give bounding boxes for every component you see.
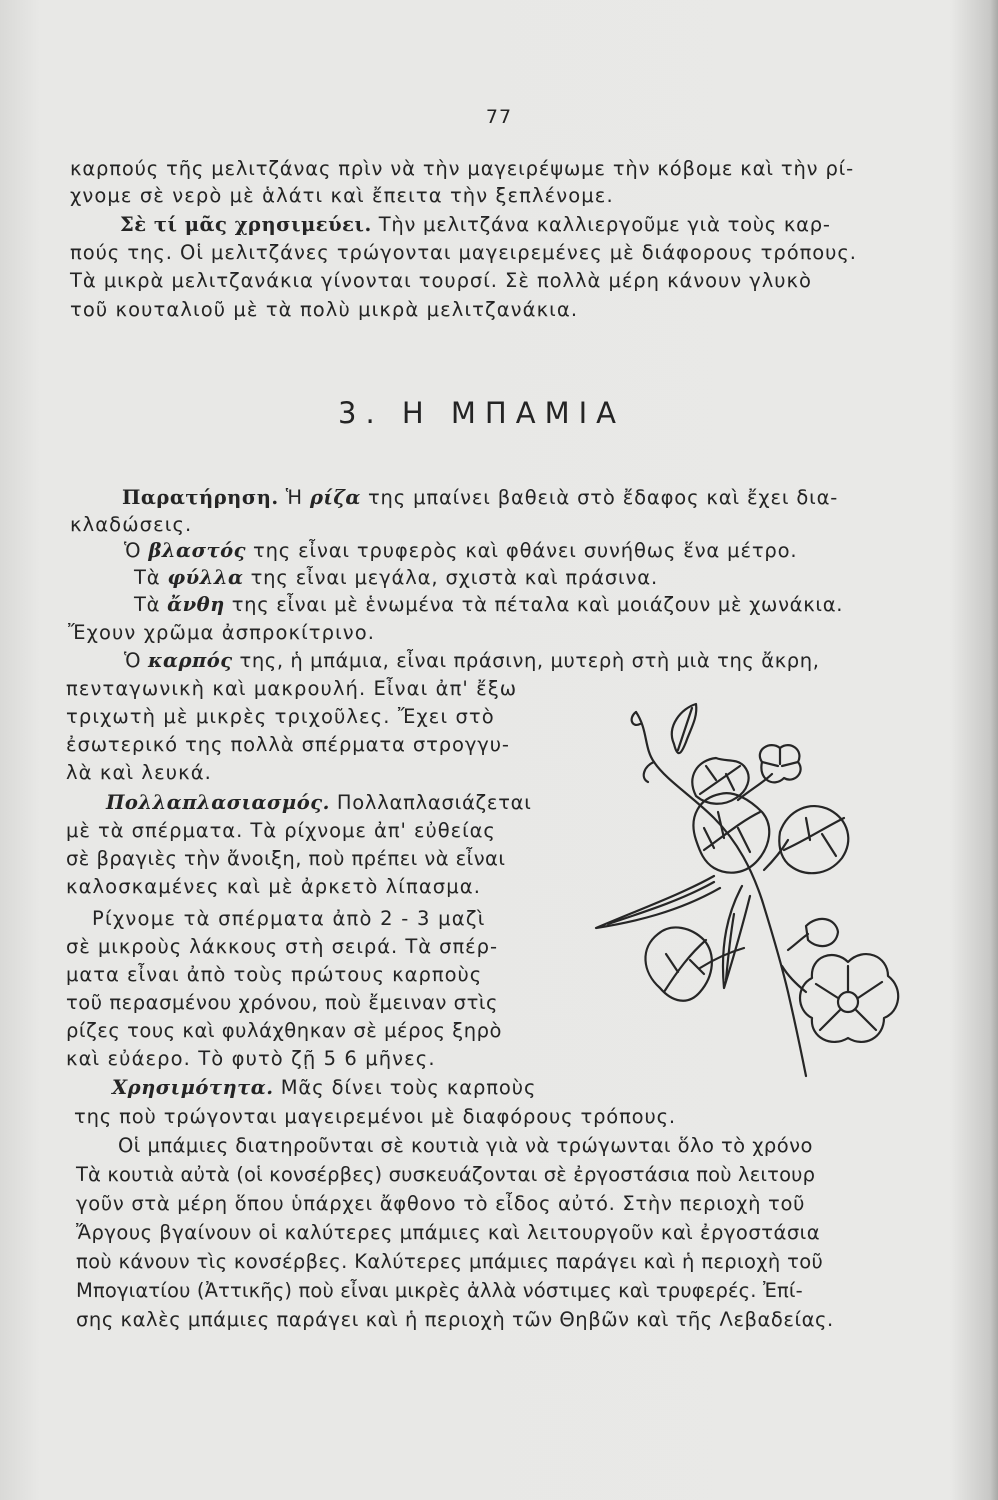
text-line: Ἔχουν χρῶμα ἀσπροκίτρινο.: [68, 621, 376, 644]
text-line: τοῦ περασμένου χρόνου, ποὺ ἔμειναν στὶς: [66, 991, 499, 1014]
text-line: Οἱ μπάμιες διατηροῦνται σὲ κουτιὰ γιὰ νὰ τρώγωνται ὅλο τὸ χρόνο: [118, 1134, 813, 1157]
okra-plant-illustration: [574, 700, 904, 1080]
text-line: σης καλὲς μπάμιες παράγει καὶ ἡ περιοχὴ τῶν Θηβῶν καὶ τῆς Λεβαδείας.: [76, 1308, 834, 1331]
text-line: σὲ μικροὺς λάκκους στὴ σειρά. Τὰ σπέρ-: [66, 935, 498, 958]
text-line: τοῦ κουταλιοῦ μὲ τὰ πολὺ μικρὰ μελιτζανάκια.: [70, 298, 579, 321]
text-line: Πολλαπλασιασμός. Πολλαπλασιάζεται: [106, 791, 532, 814]
text-line: μὲ τὰ σπέρματα. Τὰ ρίχνομε ἀπ' εὐθείας: [66, 819, 496, 842]
text-line: Ἄργους βγαίνουν οἱ καλύτερες μπάμιες καὶ λειτουργοῦν καὶ ἐργοστάσια: [76, 1221, 821, 1244]
text-line: τριχωτὴ μὲ μικρὲς τριχοῦλες. Ἔχει στὸ: [66, 705, 495, 728]
text-line: σὲ βραγιὲς τὴν ἄνοιξη, ποὺ πρέπει νὰ εἶναι: [66, 847, 506, 870]
text-line: Τὰ φύλλα της εἶναι μεγάλα, σχιστὰ καὶ πράσινα.: [134, 566, 658, 589]
text-line: Μπογιατίου (Ἀττικῆς) ποὺ εἶναι μικρὲς ἀλλὰ νόστιμες καὶ τρυφερές. Ἐπί-: [76, 1279, 803, 1302]
keyword-usefulness: Σὲ τί μᾶς χρησιμεύει.: [120, 213, 372, 236]
text-line: της ποὺ τρώγονται μαγειρεμένοι μὲ διαφόρους τρόπους.: [74, 1105, 676, 1128]
text-line: καὶ εὐάερο. Τὸ φυτὸ ζῇ 5 6 μῆνες.: [66, 1047, 436, 1070]
keyword-multiplication: Πολλαπλασιασμός.: [106, 791, 330, 814]
text-line: Ὁ καρπός της, ἡ μπάμια, εἶναι πράσινη, μυτερὴ στὴ μιὰ της ἄκρη,: [124, 649, 820, 672]
text-line: Χρησιμότητα. Μᾶς δίνει τοὺς καρποὺς: [112, 1076, 537, 1099]
text-line: ρίζες τους καὶ φυλάχθηκαν σὲ μέρος ξηρὸ: [66, 1019, 503, 1042]
text-line: κλαδώσεις.: [70, 513, 193, 536]
text-line: Τὰ μικρὰ μελιτζανάκια γίνονται τουρσί. Σὲ πολλὰ μέρη κάνουν γλυκὸ: [70, 269, 812, 292]
keyword-usefulness: Χρησιμότητα.: [112, 1076, 274, 1099]
section-heading: 3. Η ΜΠΑΜΙΑ: [338, 396, 625, 430]
text-line: χνομε σὲ νερὸ μὲ ἁλάτι καὶ ἔπειτα τὴν ξεπλένομε.: [70, 184, 614, 207]
text-line: Τὰ ἄνθη της εἶναι μὲ ἑνωμένα τὰ πέταλα καὶ μοιάζουν μὲ χωνάκια.: [134, 593, 844, 616]
text-line: Ρίχνομε τὰ σπέρματα ἀπὸ 2 - 3 μαζὶ: [92, 907, 486, 930]
text-line: ματα εἶναι ἀπὸ τοὺς πρώτους καρποὺς: [66, 963, 483, 986]
keyword-observation: Παρατήρηση.: [122, 486, 279, 509]
text-line: ποὺ κάνουν τὶς κονσέρβες. Καλύτερες μπάμιες παράγει καὶ ἡ περιοχὴ τοῦ: [76, 1250, 824, 1273]
text-line: Σὲ τί μᾶς χρησιμεύει. Τὴν μελιτζάνα καλλιεργοῦμε γιὰ τοὺς καρ-: [120, 213, 831, 236]
text-line: καλοσκαμένες καὶ μὲ ἀρκετὸ λίπασμα.: [66, 875, 482, 898]
text-line: πούς της. Οἱ μελιτζάνες τρώγονται μαγειρεμένες μὲ διάφορους τρόπους.: [70, 241, 857, 264]
text-line: καρπούς τῆς μελιτζάνας πρὶν νὰ τὴν μαγειρέψωμε τὴν κόβομε καὶ τὴν ρί-: [70, 157, 855, 180]
text-line: Τὰ κουτιὰ αὐτὰ (οἱ κονσέρβες) συσκευάζονται σὲ ἐργοστάσια ποὺ λειτουρ: [76, 1163, 816, 1186]
text-line: Παρατήρηση. Ἡ ρίζα της μπαίνει βαθειὰ στὸ ἔδαφος καὶ ἔχει δια-: [122, 486, 839, 509]
text-line: ἐσωτερικό της πολλὰ σπέρματα στρογγυ-: [66, 733, 510, 756]
page-number: 77: [485, 106, 513, 128]
text-line: πενταγωνικὴ καὶ μακρουλή. Εἶναι ἀπ' ἔξω: [66, 677, 518, 700]
text-line: λὰ καὶ λευκά.: [66, 761, 212, 784]
text-line: Ὁ βλαστός της εἶναι τρυφερὸς καὶ φθάνει συνήθως ἕνα μέτρο.: [124, 539, 798, 562]
text-line: γοῦν στὰ μέρη ὅπου ὑπάρχει ἄφθονο τὸ εἶδος αὐτό. Στὴν περιοχὴ τοῦ: [76, 1192, 806, 1215]
